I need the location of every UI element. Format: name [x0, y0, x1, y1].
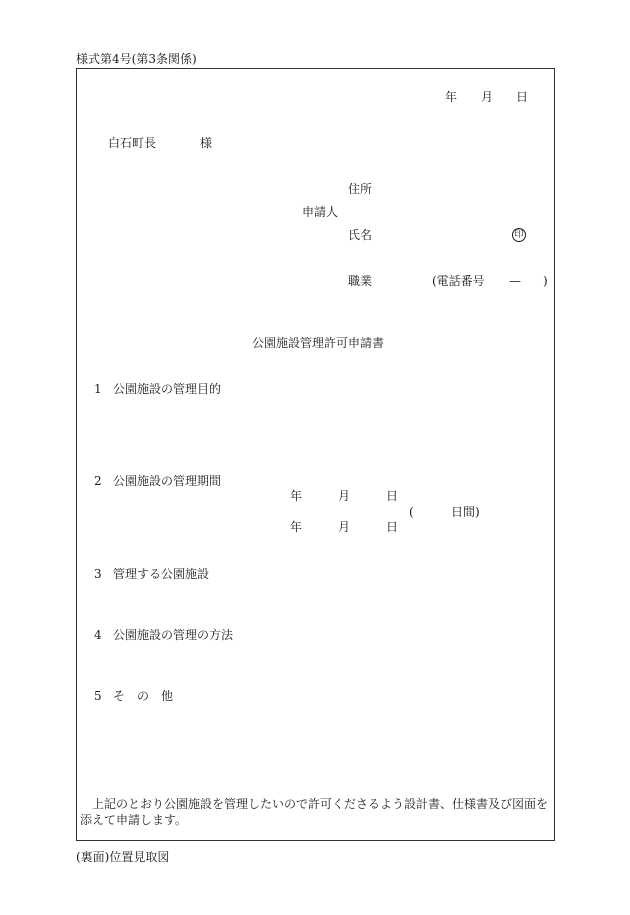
item-1-number: 1 — [94, 382, 102, 396]
addressee-honorific: 様 — [200, 136, 213, 150]
address-label: 住所 — [348, 182, 373, 196]
period-start-day: 日 — [386, 489, 399, 503]
document-title: 公園施設管理許可申請書 — [252, 336, 385, 350]
occupation-label: 職業 — [348, 274, 373, 288]
applicant-label: 申請人 — [302, 205, 339, 219]
date-month-label: 月 — [481, 90, 494, 104]
item-3-number: 3 — [94, 567, 102, 581]
item-3-label: 管理する公園施設 — [113, 567, 210, 581]
closing-line-1: 上記のとおり公園施設を管理したいので許可くださるよう設計書、仕様書及び図面を — [92, 797, 549, 811]
item-2-number: 2 — [94, 474, 102, 488]
item-4-number: 4 — [94, 628, 102, 642]
name-label: 氏名 — [348, 228, 373, 242]
date-year-label: 年 — [445, 90, 458, 104]
addressee-name: 白石町長 — [108, 136, 157, 150]
seal-mark: 印 — [512, 228, 526, 242]
phone-dash: — — [509, 274, 521, 288]
phone-number-label: (電話番号 — [432, 274, 485, 288]
item-1-label: 公園施設の管理目的 — [113, 382, 222, 396]
application-form-box — [76, 68, 555, 841]
date-day-label: 日 — [516, 90, 529, 104]
period-end-month: 月 — [338, 520, 351, 534]
reverse-side-note: (裏面)位置見取図 — [76, 850, 170, 864]
period-end-day: 日 — [386, 520, 399, 534]
item-5-label: そ の 他 — [113, 689, 174, 703]
phone-close: ) — [543, 274, 548, 288]
period-start-month: 月 — [338, 489, 351, 503]
item-4-label: 公園施設の管理の方法 — [113, 628, 234, 642]
closing-paragraph — [80, 796, 552, 828]
closing-line-2: 添えて申請します。 — [80, 813, 188, 827]
period-days-label: 日間) — [451, 505, 480, 519]
period-days-open: ( — [409, 505, 414, 519]
period-start-year: 年 — [290, 489, 303, 503]
form-number: 様式第4号(第3条関係) — [76, 52, 197, 66]
item-5-number: 5 — [94, 689, 102, 703]
item-2-label: 公園施設の管理期間 — [113, 474, 222, 488]
period-end-year: 年 — [290, 520, 303, 534]
